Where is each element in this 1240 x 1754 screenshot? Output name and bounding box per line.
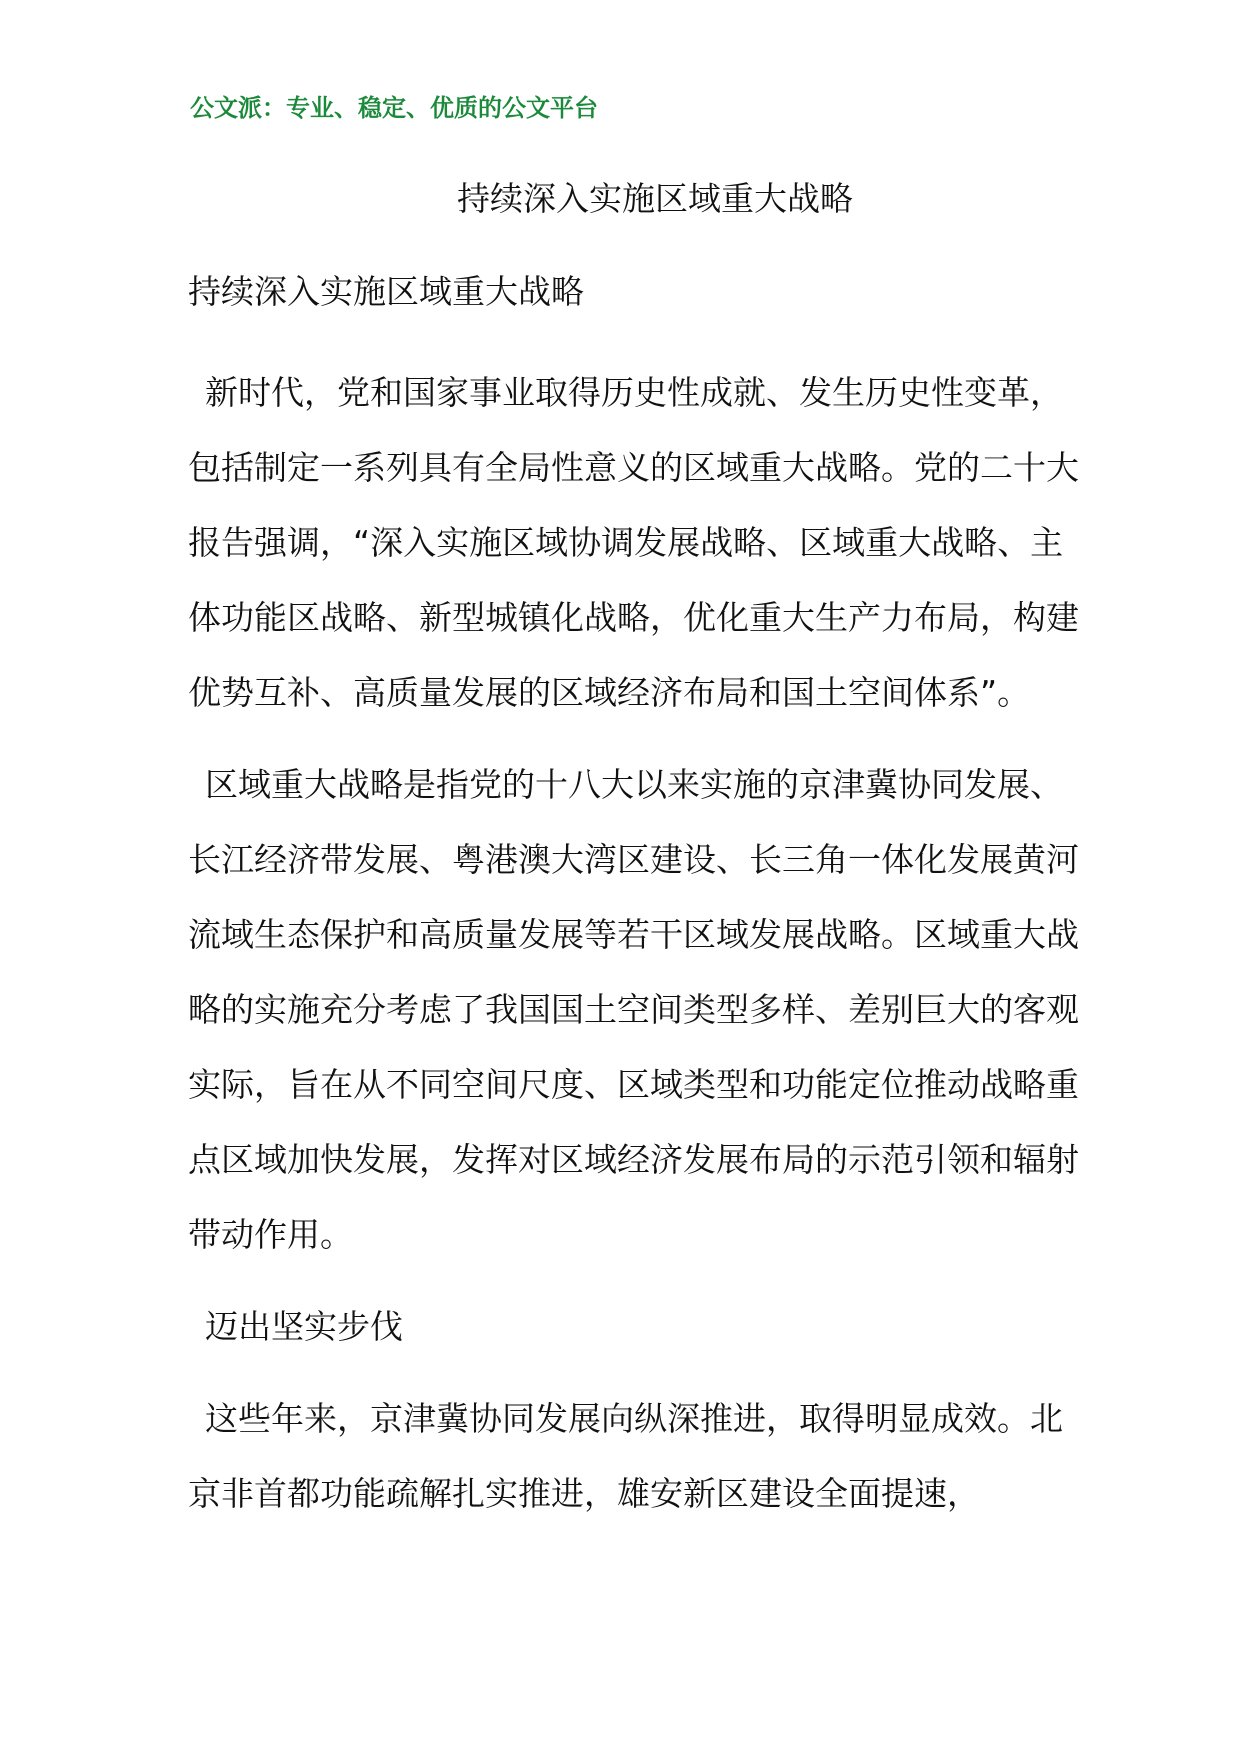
document-title: 持续深入实施区域重大战略 xyxy=(457,179,853,218)
section-heading: 迈出坚实步伐 xyxy=(205,1307,403,1346)
brand-header: 公文派：专业、稳定、优质的公文平台 xyxy=(190,94,598,122)
document-body xyxy=(188,355,1088,1548)
paragraph-1: 新时代，党和国家事业取得历史性成就、发生历史性变革，包括制定一系列具有全局性意义的区域重大战略。党的二十大报告强调，“深入实施区域协调发展战略、区域重大战略、主体功能区战略、新型城镇化战略，优化重大生产力布局，构建优势互补、高质量发展的区域经济布局和国土空间体系”。 xyxy=(188,373,1079,712)
document-subtitle: 持续深入实施区域重大战略 xyxy=(188,272,584,311)
paragraph-3: 这些年来，京津冀协同发展向纵深推进，取得明显成效。北京非首都功能疏解扎实推进，雄安新区建设全面提速， xyxy=(188,1399,1063,1513)
paragraph-2: 区域重大战略是指党的十八大以来实施的京津冀协同发展、长江经济带发展、粤港澳大湾区建设、长三角一体化发展黄河流域生态保护和高质量发展等若干区域发展战略。区域重大战略的实施充分考虑了我国国土空间类型多样、差别巨大的客观实际，旨在从不同空间尺度、区域类型和功能定位推动战略重点区域加快发展，发挥对区域经济发展布局的示范引领和辐射带动作用。 xyxy=(188,765,1079,1254)
